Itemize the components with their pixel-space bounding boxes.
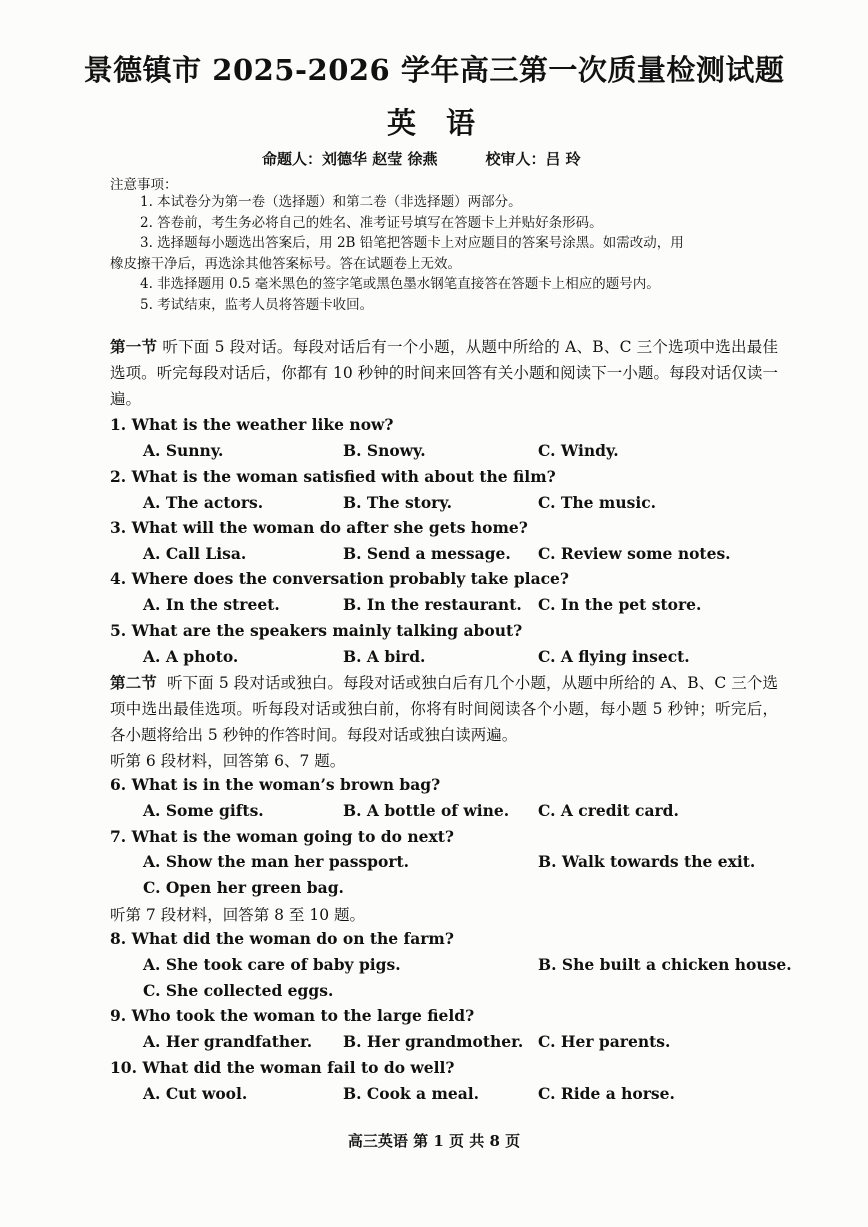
section-2-label: 第二节 — [110, 673, 157, 692]
option-8c: C. She collected eggs. — [143, 981, 334, 1000]
question-9: 9. Who took the woman to the large field? — [110, 1006, 475, 1025]
option-4b: B. In the restaurant. — [343, 595, 522, 614]
exam-title: 景德镇市 2025-2026 学年高三第一次质量检测试题 — [83, 53, 785, 87]
option-6c: C. A credit card. — [538, 801, 679, 820]
option-9a: A. Her grandfather. — [143, 1032, 313, 1051]
option-9c: C. Her parents. — [538, 1032, 671, 1051]
authors-line — [262, 148, 581, 169]
note-item: 2. 答卷前，考生务必将自己的姓名、准考证号填写在答题卡上并贴好条形码。 — [140, 214, 603, 231]
option-5c: C. A flying insect. — [538, 647, 690, 666]
option-3a: A. Call Lisa. — [143, 544, 247, 563]
option-2a: A. The actors. — [143, 493, 264, 512]
question-7: 7. What is the woman going to do next? — [110, 827, 454, 846]
section-1-text: 听下面 5 段对话。每段对话后有一个小题，从题中所给的 A、B、C 三个选项中选出最佳选项。听完每段对话后，你都有 10 秒钟的时间来回答有关小题和阅读下一小题。每段对话仅读一遍。 — [110, 338, 778, 408]
question-1: 1. What is the weather like now? — [110, 415, 394, 434]
note-item: 5. 考试结束，监考人员将答题卡收回。 — [140, 296, 374, 313]
section-2-instructions — [110, 670, 778, 748]
option-7c: C. Open her green bag. — [143, 878, 344, 897]
question-8: 8. What did the woman do on the farm? — [110, 929, 454, 948]
authors: 命题人：刘德华 赵莹 徐燕 — [262, 150, 438, 168]
option-10a: A. Cut wool. — [143, 1084, 248, 1103]
note-item-continued: 橡皮擦干净后，再选涂其他答案标号。答在试题卷上无效。 — [110, 255, 461, 272]
option-8b: B. She built a chicken house. — [538, 955, 792, 974]
option-2b: B. The story. — [343, 493, 452, 512]
option-3b: B. Send a message. — [343, 544, 511, 563]
option-5a: A. A photo. — [143, 647, 239, 666]
material-7-label: 听第 7 段材料，回答第 8 至 10 题。 — [110, 906, 366, 924]
option-4a: A. In the street. — [143, 595, 280, 614]
option-6a: A. Some gifts. — [143, 801, 264, 820]
question-3: 3. What will the woman do after she gets home? — [110, 518, 528, 537]
option-5b: B. A bird. — [343, 647, 426, 666]
section-1-instructions — [110, 334, 778, 412]
option-3c: C. Review some notes. — [538, 544, 731, 563]
option-1c: C. Windy. — [538, 441, 619, 460]
option-10c: C. Ride a horse. — [538, 1084, 675, 1103]
option-7a: A. Show the man her passport. — [143, 852, 410, 871]
option-9b: B. Her grandmother. — [343, 1032, 524, 1051]
section-1-label: 第一节 — [110, 337, 158, 356]
option-8a: A. She took care of baby pigs. — [143, 955, 401, 974]
note-item: 4. 非选择题用 0.5 毫米黑色的签字笔或黑色墨水钢笔直接答在答题卡上相应的题号内。 — [140, 276, 660, 292]
question-2: 2. What is the woman satisfied with about the film? — [110, 467, 556, 486]
question-4: 4. Where does the conversation probably take place? — [110, 569, 569, 588]
option-10b: B. Cook a meal. — [343, 1084, 480, 1103]
option-1b: B. Snowy. — [343, 441, 426, 460]
note-item: 3. 选择题每小题选出答案后，用 2B 铅笔把答题卡上对应题目的答案号涂黑。如需改动，用 — [140, 235, 684, 251]
notes-list — [110, 192, 778, 315]
question-10: 10. What did the woman fail to do well? — [110, 1058, 455, 1077]
option-4c: C. In the pet store. — [538, 595, 702, 614]
option-7b: B. Walk towards the exit. — [538, 852, 756, 871]
note-item: 1. 本试卷分为第一卷（选择题）和第二卷（非选择题）两部分。 — [140, 194, 522, 210]
notes-heading: 注意事项： — [110, 177, 178, 193]
material-6-label: 听第 6 段材料，回答第 6、7 题。 — [110, 752, 346, 770]
question-6: 6. What is in the woman’s brown bag? — [110, 775, 441, 794]
subject-title: 英语 — [386, 106, 505, 140]
option-2c: C. The music. — [538, 493, 657, 512]
reviewer: 校审人：吕 玲 — [485, 150, 581, 168]
question-5: 5. What are the speakers mainly talking about? — [110, 621, 523, 640]
page-footer: 高三英语 第 1 页 共 8 页 — [347, 1132, 521, 1150]
section-2-text: 听下面 5 段对话或独白。每段对话或独白后有几个小题，从题中所给的 A、B、C 三个选项中选出最佳选项。听每段对话或独白前，你将有时间阅读各个小题，每小题 5 秒钟；听完后，各小题将给出 5 秒钟的作答时间。每段对话或独白读两遍。 — [110, 674, 778, 744]
option-1a: A. Sunny. — [143, 441, 224, 460]
option-6b: B. A bottle of wine. — [343, 801, 510, 820]
